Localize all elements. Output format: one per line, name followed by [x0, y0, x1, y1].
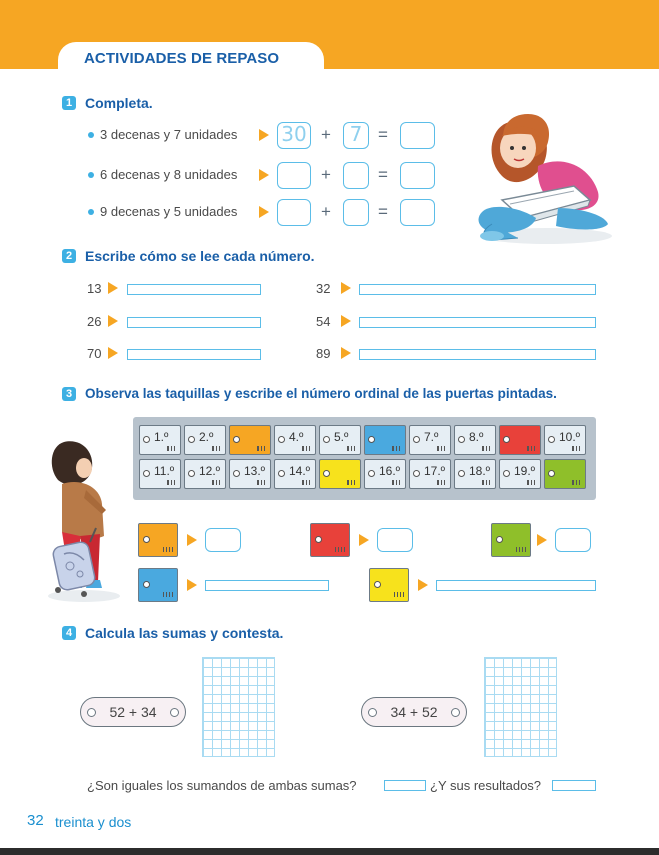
vent-icon — [392, 480, 402, 485]
locker-12 — [184, 459, 226, 489]
bottom-border — [0, 848, 659, 855]
units-box[interactable] — [343, 162, 369, 189]
vent-icon — [347, 446, 357, 451]
sum-tag-2 — [361, 697, 467, 727]
knob-icon — [323, 436, 330, 443]
sum-1-text: 52 + 34 — [109, 704, 157, 720]
arrow-icon — [108, 315, 118, 327]
question-1: ¿Son iguales los sumandos de ambas sumas? — [87, 778, 357, 793]
vent-icon — [572, 446, 582, 451]
locker-label: 17.º — [424, 464, 446, 478]
knob-icon — [548, 470, 555, 477]
locker-label: 16.º — [379, 464, 401, 478]
locker-1 — [139, 425, 181, 455]
vent-icon — [257, 446, 267, 451]
number-70: 70 — [87, 346, 102, 361]
vent-icon — [167, 446, 177, 451]
row-text: 9 decenas y 5 unidades — [100, 204, 238, 219]
plus-sign: + — [321, 125, 331, 144]
answer-question-2[interactable] — [552, 780, 596, 791]
green-door-swatch — [491, 523, 531, 557]
tag-hole-icon — [451, 708, 460, 717]
equals-sign: = — [378, 202, 388, 221]
vent-icon — [482, 446, 492, 451]
knob-icon — [374, 581, 381, 588]
yellow-door-swatch — [369, 568, 409, 602]
locker-15-painted-yellow — [319, 459, 361, 489]
arrow-icon — [259, 169, 269, 181]
locker-6-painted-blue — [364, 425, 406, 455]
tens-box[interactable]: 30 — [277, 122, 311, 149]
green-door-answer[interactable] — [555, 528, 591, 552]
section-3-badge: 3 — [62, 387, 76, 401]
section-3-title: Observa las taquillas y escribe el número ordinal de las puertas pintadas. — [85, 386, 557, 401]
blue-door-answer[interactable] — [205, 580, 329, 591]
arrow-icon — [341, 347, 351, 359]
answer-line-89[interactable] — [359, 349, 596, 360]
knob-icon — [143, 436, 150, 443]
number-32: 32 — [316, 281, 331, 296]
work-grid-1[interactable] — [202, 657, 275, 757]
section-1-title: Completa. — [85, 95, 153, 111]
row-text: 3 decenas y 7 unidades — [100, 127, 238, 142]
tag-hole-icon — [368, 708, 377, 717]
locker-label: 13.º — [244, 464, 266, 478]
vent-icon — [167, 480, 177, 485]
knob-icon — [368, 436, 375, 443]
vent-icon — [347, 480, 357, 485]
bullet-icon — [88, 132, 94, 138]
vent-icon — [163, 547, 173, 552]
vent-icon — [257, 480, 267, 485]
section-4-badge: 4 — [62, 626, 76, 640]
vent-icon — [572, 480, 582, 485]
vent-icon — [335, 547, 345, 552]
knob-icon — [143, 536, 150, 543]
vent-icon — [392, 446, 402, 451]
tens-box[interactable] — [277, 162, 311, 189]
page-title: ACTIVIDADES DE REPASO — [84, 50, 280, 67]
plus-sign: + — [321, 202, 331, 221]
locker-7 — [409, 425, 451, 455]
knob-icon — [458, 470, 465, 477]
red-door-swatch — [310, 523, 350, 557]
orange-door-answer[interactable] — [205, 528, 241, 552]
knob-icon — [458, 436, 465, 443]
locker-18 — [454, 459, 496, 489]
bullet-icon — [88, 209, 94, 215]
section-2-title: Escribe cómo se lee cada número. — [85, 248, 315, 264]
locker-3-painted-orange — [229, 425, 271, 455]
locker-10 — [544, 425, 586, 455]
sum-2-text: 34 + 52 — [390, 704, 438, 720]
arrow-icon — [418, 579, 428, 591]
page-number-words: treinta y dos — [55, 814, 132, 830]
units-box[interactable]: 7 — [343, 122, 369, 149]
orange-door-swatch — [138, 523, 178, 557]
locker-4 — [274, 425, 316, 455]
arrow-icon — [187, 534, 197, 546]
vent-icon — [302, 480, 312, 485]
girl-reading-illustration — [462, 96, 622, 246]
locker-8 — [454, 425, 496, 455]
number-54: 54 — [316, 314, 331, 329]
knob-icon — [188, 436, 195, 443]
result-box[interactable] — [400, 162, 435, 189]
locker-label: 2.º — [199, 430, 214, 444]
arrow-icon — [359, 534, 369, 546]
equals-sign: = — [378, 125, 388, 144]
locker-label: 14.º — [289, 464, 311, 478]
number-13: 13 — [87, 281, 102, 296]
locker-5 — [319, 425, 361, 455]
number-26: 26 — [87, 314, 102, 329]
boy-with-suitcase-illustration — [40, 432, 126, 604]
vent-icon — [527, 446, 537, 451]
vent-icon — [527, 480, 537, 485]
knob-icon — [278, 470, 285, 477]
red-door-answer[interactable] — [377, 528, 413, 552]
vent-icon — [212, 446, 222, 451]
arrow-icon — [537, 534, 547, 546]
answer-line-13[interactable] — [127, 284, 261, 295]
vent-icon — [163, 592, 173, 597]
locker-16 — [364, 459, 406, 489]
knob-icon — [503, 470, 510, 477]
knob-icon — [548, 436, 555, 443]
locker-label: 11.º — [154, 464, 175, 478]
vent-icon — [482, 480, 492, 485]
locker-20-painted-green — [544, 459, 586, 489]
knob-icon — [278, 436, 285, 443]
answer-line-54[interactable] — [359, 317, 596, 328]
locker-19 — [499, 459, 541, 489]
vent-icon — [437, 446, 447, 451]
arrow-icon — [341, 282, 351, 294]
locker-label: 18.º — [469, 464, 491, 478]
locker-9-painted-red — [499, 425, 541, 455]
page-number: 32 — [27, 812, 44, 829]
vent-icon — [212, 480, 222, 485]
knob-icon — [503, 436, 510, 443]
answer-line-70[interactable] — [127, 349, 261, 360]
locker-label: 7.º — [424, 430, 439, 444]
sum-tag-1 — [80, 697, 186, 727]
locker-label: 8.º — [469, 430, 484, 444]
vent-icon — [516, 547, 526, 552]
equals-sign: = — [378, 165, 388, 184]
arrow-icon — [341, 315, 351, 327]
arrow-icon — [108, 282, 118, 294]
locker-label: 19.º — [514, 464, 536, 478]
locker-label: 1.º — [154, 430, 169, 444]
vent-icon — [302, 446, 312, 451]
work-grid-2[interactable] — [484, 657, 557, 757]
number-89: 89 — [316, 346, 331, 361]
row-text: 6 decenas y 8 unidades — [100, 167, 238, 182]
knob-icon — [233, 436, 240, 443]
locker-13 — [229, 459, 271, 489]
knob-icon — [413, 436, 420, 443]
blue-door-swatch — [138, 568, 178, 602]
bullet-icon — [88, 172, 94, 178]
answer-question-1[interactable] — [384, 780, 426, 791]
knob-icon — [315, 536, 322, 543]
answer-line-32[interactable] — [359, 284, 596, 295]
locker-11 — [139, 459, 181, 489]
result-box[interactable] — [400, 122, 435, 149]
section-1-badge: 1 — [62, 96, 76, 110]
arrow-icon — [108, 347, 118, 359]
tens-box[interactable] — [277, 199, 311, 226]
yellow-door-answer[interactable] — [436, 580, 596, 591]
tag-hole-icon — [87, 708, 96, 717]
knob-icon — [188, 470, 195, 477]
knob-icon — [413, 470, 420, 477]
result-box[interactable] — [400, 199, 435, 226]
vent-icon — [437, 480, 447, 485]
arrow-icon — [187, 579, 197, 591]
arrow-icon — [259, 206, 269, 218]
question-2: ¿Y sus resultados? — [430, 778, 542, 793]
locker-label: 4.º — [289, 430, 304, 444]
knob-icon — [233, 470, 240, 477]
locker-label: 5.º — [334, 430, 349, 444]
knob-icon — [368, 470, 375, 477]
knob-icon — [496, 536, 503, 543]
arrow-icon — [259, 129, 269, 141]
answer-line-26[interactable] — [127, 317, 261, 328]
knob-icon — [143, 581, 150, 588]
knob-icon — [143, 470, 150, 477]
locker-17 — [409, 459, 451, 489]
knob-icon — [323, 470, 330, 477]
vent-icon — [394, 592, 404, 597]
plus-sign: + — [321, 165, 331, 184]
units-box[interactable] — [343, 199, 369, 226]
locker-14 — [274, 459, 316, 489]
locker-label: 10.º — [559, 430, 581, 444]
locker-label: 12.º — [199, 464, 221, 478]
tag-hole-icon — [170, 708, 179, 717]
section-4-title: Calcula las sumas y contesta. — [85, 625, 284, 641]
locker-2 — [184, 425, 226, 455]
section-2-badge: 2 — [62, 249, 76, 263]
